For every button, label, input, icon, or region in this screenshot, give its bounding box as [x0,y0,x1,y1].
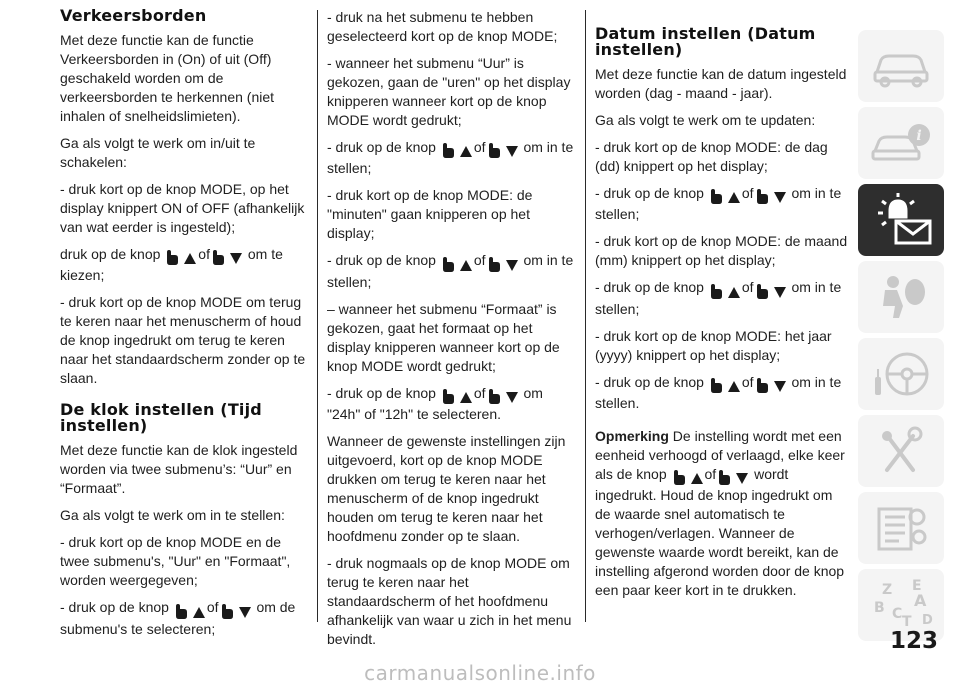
text: - druk op de knop [595,185,704,201]
paragraph: Ga als volgt te werk om in te stellen: [60,507,285,524]
paragraph: - druk kort op de knop MODE: de dag (dd) knippert op het display; [595,139,828,174]
paragraph-keys [60,598,310,638]
up-key-icon [671,467,705,486]
text: om de submenu's te selecteren; [60,599,296,637]
text: om in te stellen. [595,373,842,411]
sidebar-item-driving[interactable] [858,338,944,410]
paragraph: - wanneer het submenu “Uur” is gekozen, gaan de "uren" op het display knipperen wanneer kort op de knop MODE wordt gedrukt; [327,55,571,128]
sidebar-item-car-info[interactable] [858,107,944,179]
text: of [473,139,486,155]
paragraph: - druk kort op de knop MODE om terug te keren naar het menuscherm of houd de knop ingedrukt om terug te keren naar het standaardscherm zonder op te slaan. [60,294,306,387]
up-key-icon [440,253,474,272]
up-key-icon [164,247,198,266]
text: - druk op de knop [327,139,436,155]
paragraph: - druk kort op de knop MODE: de maand (mm) knippert op het display; [595,233,848,269]
down-key-icon [486,253,520,272]
text: - druk op de knop [595,279,704,296]
column-divider [585,10,586,622]
svg-text:A: A [914,591,927,610]
text: of [741,279,754,296]
column-right [595,8,850,608]
column-middle [327,8,577,657]
column-divider [317,10,318,622]
paragraph: - druk kort op de knop MODE: de "minuten" gaan knipperen op het display; [327,187,533,242]
paragraph: - druk kort op de knop MODE: het jaar (yyyy) knippert op het display; [595,327,832,363]
paragraph: Met deze functie kan de datum ingesteld worden (dag - maand - jaar). [595,66,847,101]
down-key-icon [486,140,520,159]
paragraph-keys [595,278,850,318]
warning-light-envelope-icon [866,193,936,247]
heading-date: Datum instellen (Datum instellen) [595,24,816,59]
paragraph: Ga als volgt te werk om in/uit te schakelen: [60,135,256,170]
sidebar-item-maintenance[interactable] [858,415,944,487]
text: of [206,599,219,616]
steering-wheel-icon [869,349,933,399]
paragraph: Wanneer de gewenste instellingen zijn uitgevoerd, kort op de knop MODE drukken om terug te keren naar het menuscherm of de knop ingedrukt houden om terug te keren naar het hoofdmenu zonder op te slaan. [327,432,566,544]
note-label: Opmerking [595,427,669,444]
paragraph: Met deze functie kan de klok ingesteld worden via twee submenu’s: “Uur” en “Formaat”. [60,442,298,497]
paragraph: - druk nogmaals op de knop MODE om terug te keren naar het standaardscherm of het hoofdmenu afhankelijk van waar u zich in het menu bevindt. [327,554,572,647]
paragraph: Ga als volgt te werk om te updaten: [595,112,816,128]
heading-traffic-signs: Verkeersborden [60,6,207,25]
down-key-icon [210,247,244,266]
paragraph: – wanneer het submenu “Formaat” is gekozen, gaat het formaat op het display knipperen wanneer kort op de knop MODE wordt gedrukt; [327,300,560,374]
text: druk op de knop [60,246,161,262]
checklist-gear-icon [869,503,933,553]
svg-text:D: D [922,613,933,628]
text: of [198,246,210,262]
down-key-icon [716,467,750,486]
down-key-icon [754,280,788,299]
up-key-icon [440,140,474,159]
note [595,427,850,600]
down-key-icon [219,600,253,619]
sidebar-item-warning-lights[interactable] [858,184,944,256]
paragraph: Met deze functie kan de functie Verkeersborden in (On) of uit (Off) geschakeld worden om de verkeersborden te herkennen (niet inhalen of snelheidslimieten). [60,32,275,124]
car-icon [869,42,933,90]
text: om in te stellen; [595,279,842,317]
up-key-icon [708,186,742,205]
sidebar-item-car[interactable] [858,30,944,102]
text: - druk op de knop [327,252,436,269]
airbag-person-icon [869,272,933,322]
text: De instelling wordt met een eenheid verhoogd of verlaagd, elke keer als de knop [595,427,845,482]
paragraph-keys [327,384,577,424]
watermark: carmanualsonline.info [364,661,596,685]
paragraph-keys [327,251,577,291]
wrench-icon [869,426,933,476]
chapter-sidebar [858,30,950,646]
paragraph-keys [60,245,310,285]
page-number: 123 [889,628,938,654]
sidebar-item-specs[interactable] [858,492,944,564]
svg-text:C: C [892,606,903,622]
svg-text:i: i [916,128,922,144]
text: wordt ingedrukt. Houd de knop ingedrukt om de waarde snel automatisch te verhogen/verlagen. Wanneer de gewenste waarde wordt bereikt, kan de instelling afgerond worden door de knop een paar keer kort in te drukken. [595,465,845,599]
car-info-icon [869,119,933,167]
paragraph: - druk kort op de knop MODE en de twee submenu's, "Uur" en "Formaat", worden weergegeven; [60,534,291,589]
text: of [473,384,486,401]
down-key-icon [754,375,788,394]
paragraph-keys [327,138,577,178]
index-letters-icon [866,578,936,632]
up-key-icon [173,600,207,619]
text: - druk op de knop [60,599,169,616]
paragraph-keys [595,184,850,224]
text: om "24h" of "12h" te selecteren. [327,384,543,422]
column-left [60,8,310,647]
svg-text:E: E [912,578,922,594]
text: om te kiezen; [60,246,283,284]
up-key-icon [708,375,742,394]
sidebar-item-safety[interactable] [858,261,944,333]
text: of [741,373,754,390]
text: om in te stellen; [327,139,574,177]
heading-clock: De klok instellen (Tijd instellen) [60,400,262,436]
text: om in te stellen; [327,252,574,290]
svg-text:T: T [902,614,912,630]
paragraph-keys [595,373,850,413]
svg-text:Z: Z [882,582,893,598]
text: of [741,185,754,201]
paragraph: - druk kort op de knop MODE, op het display knippert ON of OFF (afhankelijk van wat eerder is ingesteld); [60,181,305,235]
up-key-icon [708,280,742,299]
down-key-icon [486,386,520,405]
paragraph: - druk na het submenu te hebben geselecteerd kort op de knop MODE; [327,9,558,44]
text: of [473,252,486,269]
text: om in te stellen; [595,185,842,223]
text: - druk op de knop [595,373,704,390]
text: - druk op de knop [327,384,436,401]
svg-text:B: B [874,600,885,616]
text: of [704,465,717,482]
up-key-icon [440,386,474,405]
down-key-icon [754,186,788,205]
